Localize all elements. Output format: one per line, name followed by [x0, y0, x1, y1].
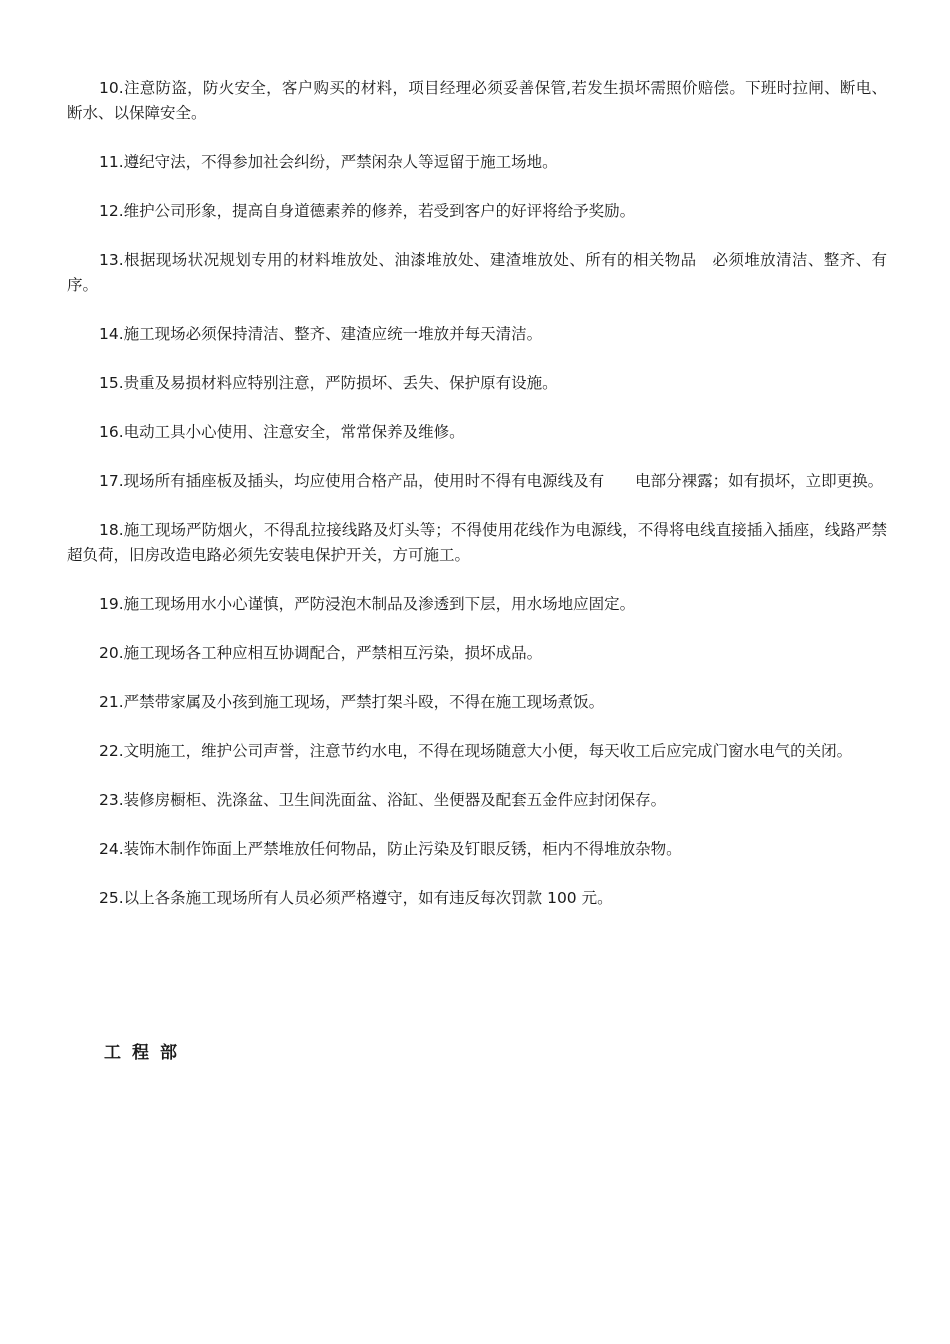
rules-list — [67, 76, 887, 935]
rule-item: 24.装饰木制作饰面上严禁堆放任何物品，防止污染及钉眼反锈，柜内不得堆放杂物。 — [99, 840, 682, 858]
rule-item: 16.电动工具小心使用、注意安全，常常保养及维修。 — [99, 423, 465, 441]
rule-item: 22.文明施工，维护公司声誉，注意节约水电，不得在现场随意大小便，每天收工后应完成门窗水电气的关闭。 — [99, 742, 853, 760]
department-signature: 工程部 — [104, 1043, 188, 1063]
rule-item: 17.现场所有插座板及插头，均应使用合格产品，使用时不得有电源线及有 电部分裸露；如有损坏，立即更换。 — [99, 472, 884, 490]
rule-item: 15.贵重及易损材料应特别注意，严防损坏、丢失、保护原有设施。 — [99, 374, 558, 392]
rule-item: 12.维护公司形象，提高自身道德素养的修养，若受到客户的好评将给予奖励。 — [99, 202, 636, 220]
rule-item: 14.施工现场必须保持清洁、整齐、建渣应统一堆放并每天清洁。 — [99, 325, 543, 343]
rule-item: 18.施工现场严防烟火，不得乱拉接线路及灯头等；不得使用花线作为电源线，不得将电线直接插入插座，线路严禁超负荷，旧房改造电路必须先安装电保护开关，方可施工。 — [67, 521, 887, 564]
rule-item: 11.遵纪守法，不得参加社会纠纷，严禁闲杂人等逗留于施工场地。 — [99, 153, 558, 171]
rule-item: 20.施工现场各工种应相互协调配合，严禁相互污染，损坏成品。 — [99, 644, 543, 662]
rule-item: 25.以上各条施工现场所有人员必须严格遵守，如有违反每次罚款 100 元。 — [99, 889, 613, 907]
rule-item: 19.施工现场用水小心谨慎，严防浸泡木制品及渗透到下层，用水场地应固定。 — [99, 595, 636, 613]
rule-item: 13.根据现场状况规划专用的材料堆放处、油漆堆放处、建渣堆放处、所有的相关物品 必须堆放清洁、整齐、有序。 — [67, 251, 887, 294]
rule-item: 21.严禁带家属及小孩到施工现场，严禁打架斗殴，不得在施工现场煮饭。 — [99, 693, 605, 711]
rule-item: 10.注意防盗，防火安全，客户购买的材料，项目经理必须妥善保管,若发生损坏需照价赔偿。下班时拉闸、断电、断水、以保障安全。 — [67, 79, 887, 122]
rule-item: 23.装修房橱柜、洗涤盆、卫生间洗面盆、浴缸、坐便器及配套五金件应封闭保存。 — [99, 791, 667, 809]
